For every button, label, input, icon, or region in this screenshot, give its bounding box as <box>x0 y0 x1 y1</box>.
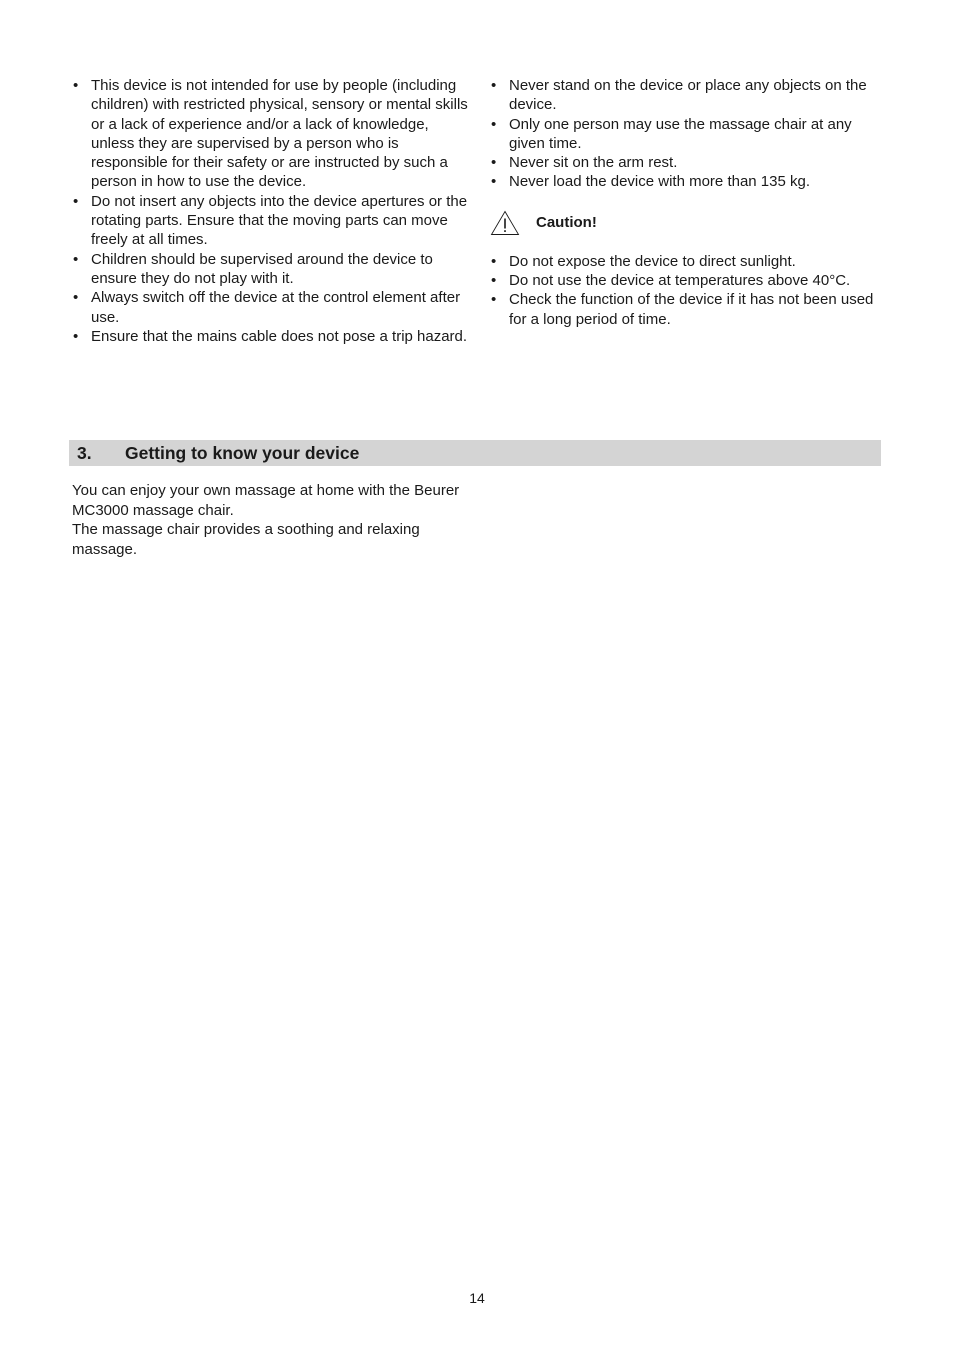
section-heading <box>69 440 881 466</box>
left-column <box>72 76 468 346</box>
warning-triangle-icon <box>490 210 520 236</box>
caution-list <box>490 252 890 329</box>
list-item: • Never stand on the device or place any objects on the device. <box>490 76 890 115</box>
list-item: • Ensure that the mains cable does not pose a trip hazard. <box>72 327 468 346</box>
section-number: 3. <box>77 442 92 463</box>
safety-list-left <box>72 76 468 346</box>
list-item: • Check the function of the device if it has not been used for a long period of time. <box>490 290 890 329</box>
safety-list-right <box>490 76 890 192</box>
list-item: • This device is not intended for use by people (including children) with restricted physical, sensory or mental skills or a lack of experience and/or a lack of knowledge, unless they are supervised by a person who is responsible for their safety or are instructed by such a person in how to use the device. <box>72 76 468 192</box>
caution-label: Caution! <box>536 214 597 232</box>
right-column <box>490 76 890 329</box>
intro-paragraph: You can enjoy your own massage at home with the Beurer MC3000 massage chair. <box>72 482 460 519</box>
list-item: • Never sit on the arm rest. <box>490 153 890 172</box>
list-item: • Always switch off the device at the control element after use. <box>72 288 468 327</box>
intro-paragraph: The massage chair provides a soothing and relaxing massage. <box>72 521 420 558</box>
list-item: • Do not use the device at temperatures above 40°C. <box>490 271 890 290</box>
list-item: • Do not insert any objects into the device apertures or the rotating parts. Ensure that the moving parts can move freely at all times. <box>72 192 468 250</box>
list-item: • Children should be supervised around the device to ensure they do not play with it. <box>72 250 468 289</box>
list-item: • Never load the device with more than 135 kg. <box>490 172 890 191</box>
page-number: 14 <box>469 1290 485 1306</box>
list-item: • Only one person may use the massage chair at any given time. <box>490 115 890 154</box>
section-title: Getting to know your device <box>125 442 360 463</box>
list-item: • Do not expose the device to direct sunlight. <box>490 252 890 271</box>
intro-text <box>72 481 468 559</box>
caution-heading <box>490 206 890 240</box>
